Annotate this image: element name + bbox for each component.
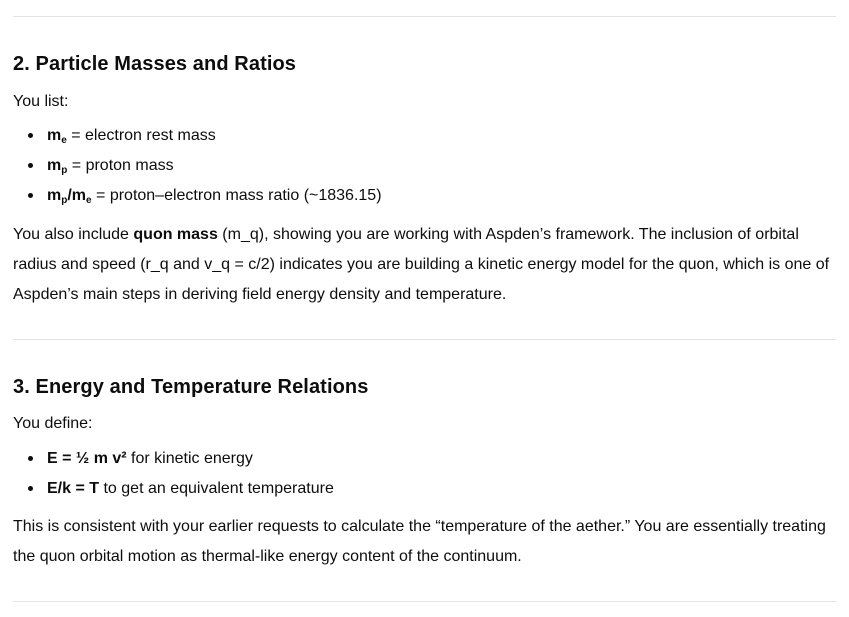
bullet-icon [28, 163, 33, 168]
particle-mass-list [13, 125, 382, 215]
divider-middle [13, 339, 836, 340]
energy-relations-list [13, 448, 334, 508]
divider-bottom [13, 601, 836, 602]
formula: E = ½ m v² [47, 450, 127, 467]
section-lead-text: You define: [13, 415, 93, 432]
list-item [13, 448, 334, 478]
formula: E/k = T [47, 480, 100, 497]
symbol: $m_p/m_e$ [47, 187, 92, 206]
list-item [13, 185, 382, 215]
bullet-icon [28, 486, 33, 491]
symbol: $m_e$ [47, 127, 67, 146]
list-item [13, 478, 334, 508]
item-text: for kinetic energy [126, 450, 253, 467]
bullet-icon [28, 133, 33, 138]
section-paragraph: You also include quon mass (m_q), showing you are working with Aspden’s framework. The inclusion of orbital radius and speed (r_q and v_q = c/2) indicates you are building a kinetic energy model for the quon, which is one of Aspden’s main steps in deriving field energy density and temperature. [13, 226, 830, 303]
emphasis-text: quon mass [133, 226, 218, 243]
item-text: = electron rest mass [66, 127, 216, 144]
item-text: = proton–electron mass ratio (~1836.15) [91, 187, 382, 204]
symbol: $m_p$ [47, 157, 68, 176]
list-item [13, 125, 382, 155]
bullet-icon [28, 193, 33, 198]
section-paragraph: This is consistent with your earlier requests to calculate the “temperature of the aether.” You are essentially treating the quon orbital motion as thermal-like energy content of the continuum. [13, 518, 826, 565]
section-heading-energy-temperature: 3. Energy and Temperature Relations [13, 376, 369, 398]
list-item [13, 155, 382, 185]
item-text: = proton mass [67, 157, 174, 174]
section-lead-text: You list: [13, 93, 69, 110]
section-heading-particle-masses: 2. Particle Masses and Ratios [13, 53, 297, 75]
bullet-icon [28, 456, 33, 461]
item-text: to get an equivalent temperature [99, 480, 334, 497]
divider-top [13, 16, 836, 17]
